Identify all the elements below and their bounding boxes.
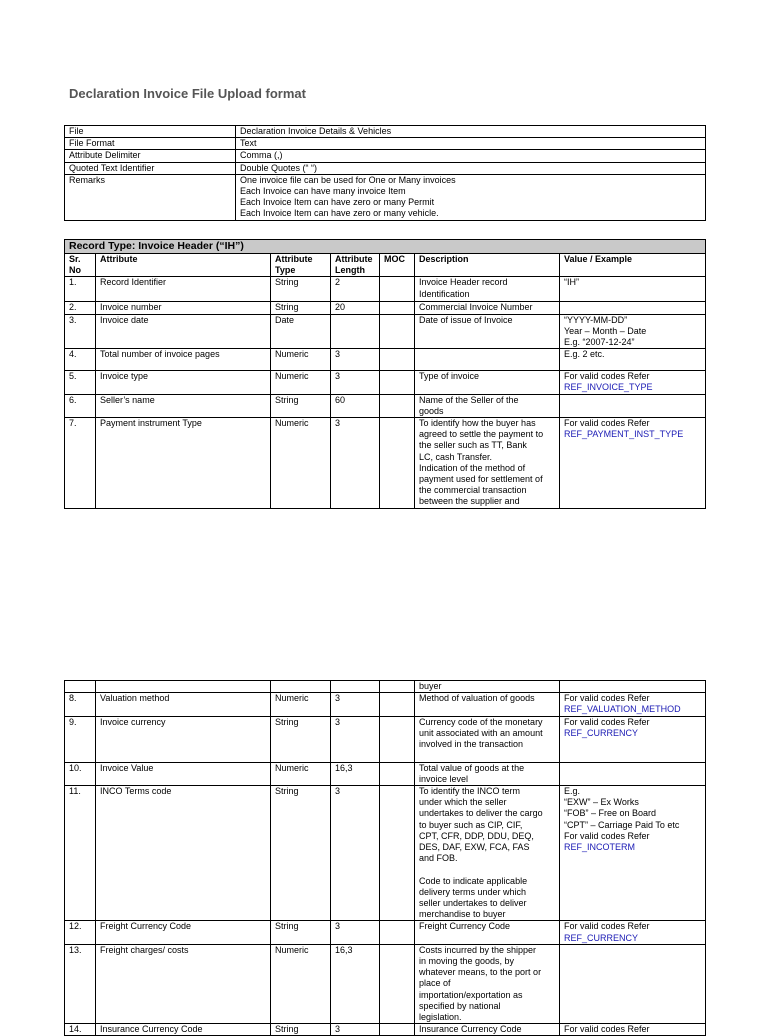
column-header-line: No — [69, 265, 81, 276]
column-header-line: Attribute — [100, 254, 138, 264]
description-cell — [415, 762, 560, 785]
invoice-header-table — [64, 239, 706, 509]
attribute-cell: Total number of invoice pages — [96, 349, 271, 371]
value-example-cell-line: For valid codes Refer — [564, 371, 650, 382]
meta-value — [236, 174, 706, 220]
meta-row — [65, 126, 706, 138]
description-cell-line: specified by national — [419, 1000, 501, 1011]
moc-cell — [380, 786, 415, 921]
attribute-length-cell: 3 — [331, 921, 380, 944]
sr-no-cell: 6. — [65, 394, 96, 417]
description-cell-line: LC, cash Transfer. — [419, 451, 493, 462]
meta-value — [236, 126, 706, 138]
description-cell-line: in moving the goods, by — [419, 956, 515, 967]
sr-no-cell: 10. — [65, 762, 96, 785]
attribute-type-cell: Numeric — [271, 418, 331, 509]
value-example-cell-line: For valid codes Refer — [564, 1024, 650, 1035]
description-cell-line: Total value of goods at the — [419, 762, 525, 773]
sr-no-cell: 5. — [65, 371, 96, 394]
ref-code-link: REF_PAYMENT_INST_TYPE — [564, 429, 684, 440]
meta-value-line: Double Quotes (“ “) — [240, 162, 318, 173]
description-cell — [415, 418, 560, 509]
moc-cell — [380, 1024, 415, 1036]
column-header-line: Type — [275, 265, 296, 276]
sr-no-cell: 13. — [65, 944, 96, 1023]
file-meta-table — [64, 125, 706, 221]
table-row — [65, 693, 706, 716]
column-header-line: Attribute — [335, 254, 373, 264]
moc-cell — [380, 349, 415, 371]
value-example-cell — [560, 681, 706, 693]
description-cell — [415, 314, 560, 349]
sr-no-cell: 3. — [65, 314, 96, 349]
description-cell-line: DES, DAF, EXW, FCA, FAS — [419, 842, 530, 853]
sr-no-cell — [65, 681, 96, 693]
meta-key: File Format — [65, 138, 236, 150]
attribute-length-cell: 3 — [331, 693, 380, 716]
description-cell-line: Method of valuation of goods — [419, 693, 535, 704]
value-example-cell — [560, 394, 706, 417]
value-example-cell-line: E.g. “2007-12-24” — [564, 337, 635, 348]
attribute-type-cell: String — [271, 716, 331, 762]
description-cell-line: Invoice Header record — [419, 277, 508, 288]
meta-row — [65, 150, 706, 162]
table-row — [65, 762, 706, 785]
table-row — [65, 314, 706, 349]
column-header-line: Length — [335, 265, 365, 276]
description-cell-line: under which the seller — [419, 797, 507, 808]
meta-value — [236, 150, 706, 162]
attribute-type-cell: String — [271, 921, 331, 944]
description-cell-line: Costs incurred by the shipper — [419, 944, 537, 955]
attribute-type-cell: String — [271, 394, 331, 417]
table-row — [65, 349, 706, 371]
moc-cell — [380, 394, 415, 417]
meta-value-line: Each Invoice can have many invoice Item — [240, 186, 406, 197]
column-header — [331, 254, 380, 277]
column-header — [380, 254, 415, 277]
column-header — [271, 254, 331, 277]
description-cell-line: between the supplier and — [419, 496, 520, 507]
description-cell-line: delivery terms under which — [419, 886, 527, 897]
attribute-cell: Invoice type — [96, 371, 271, 394]
description-cell-line: unit associated with an amount — [419, 727, 543, 738]
description-cell-line: buyer — [419, 681, 442, 691]
meta-value-line: Text — [240, 138, 257, 149]
description-cell-line: the seller such as TT, Bank — [419, 440, 527, 451]
attribute-length-cell: 16,3 — [331, 944, 380, 1023]
description-cell-line: the commercial transaction — [419, 485, 527, 496]
moc-cell — [380, 302, 415, 314]
description-cell — [415, 277, 560, 302]
moc-cell — [380, 921, 415, 944]
table-row — [65, 944, 706, 1023]
description-cell-line: Type of invoice — [419, 371, 480, 382]
attribute-cell: Seller’s name — [96, 394, 271, 417]
value-example-cell — [560, 693, 706, 716]
value-example-cell-line: For valid codes Refer — [564, 716, 650, 727]
attribute-type-cell: String — [271, 1024, 331, 1036]
description-cell-line: Code to indicate applicable — [419, 875, 528, 886]
meta-row — [65, 138, 706, 150]
value-example-cell — [560, 786, 706, 921]
column-header-row — [65, 254, 706, 277]
sr-no-cell: 4. — [65, 349, 96, 371]
attribute-length-cell: 3 — [331, 716, 380, 762]
description-cell-line: legislation. — [419, 1012, 462, 1023]
meta-row — [65, 162, 706, 174]
column-header-line: Value / Example — [564, 254, 633, 264]
description-cell — [415, 716, 560, 762]
description-cell-line: Identification — [419, 288, 470, 299]
sr-no-cell: 8. — [65, 693, 96, 716]
column-header-line: MOC — [384, 254, 405, 264]
attribute-cell: INCO Terms code — [96, 786, 271, 921]
description-cell-line: To identify how the buyer has — [419, 418, 536, 429]
description-cell-line: Date of issue of Invoice — [419, 314, 513, 325]
record-type-caption: Record Type: Invoice Header (“IH”) — [65, 240, 706, 254]
sr-no-cell: 7. — [65, 418, 96, 509]
meta-value — [236, 162, 706, 174]
sr-no-cell: 9. — [65, 716, 96, 762]
value-example-cell — [560, 314, 706, 349]
description-cell — [415, 681, 560, 693]
column-header — [415, 254, 560, 277]
meta-key: Quoted Text Identifier — [65, 162, 236, 174]
attribute-type-cell: Numeric — [271, 371, 331, 394]
meta-key: File — [65, 126, 236, 138]
description-cell-line: goods — [419, 405, 444, 416]
column-header — [65, 254, 96, 277]
attribute-cell: Invoice number — [96, 302, 271, 314]
attribute-length-cell: 3 — [331, 786, 380, 921]
attribute-cell: Invoice currency — [96, 716, 271, 762]
description-cell-line: Insurance Currency Code — [419, 1024, 522, 1035]
description-cell — [415, 349, 560, 371]
description-cell — [415, 302, 560, 314]
value-example-cell — [560, 302, 706, 314]
value-example-cell-line: “EXW” – Ex Works — [564, 797, 639, 808]
value-example-cell — [560, 277, 706, 302]
moc-cell — [380, 681, 415, 693]
value-example-cell-line: “FOB” – Free on Board — [564, 808, 657, 819]
column-header — [560, 254, 706, 277]
description-cell-line: agreed to settle the payment to — [419, 429, 544, 440]
table-row — [65, 1024, 706, 1036]
value-example-cell-line: For valid codes Refer — [564, 418, 650, 429]
meta-row — [65, 174, 706, 220]
value-example-cell-line: E.g. 2 etc. — [564, 349, 605, 360]
description-cell-line: Currency code of the monetary — [419, 716, 543, 727]
meta-value-line: Comma (,) — [240, 150, 283, 161]
attribute-length-cell: 3 — [331, 418, 380, 509]
moc-cell — [380, 277, 415, 302]
value-example-cell — [560, 418, 706, 509]
sr-no-cell: 1. — [65, 277, 96, 302]
table-row — [65, 277, 706, 302]
description-cell — [415, 921, 560, 944]
attribute-type-cell: Numeric — [271, 762, 331, 785]
column-header-line: Description — [419, 254, 469, 264]
attribute-length-cell — [331, 681, 380, 693]
moc-cell — [380, 418, 415, 509]
description-cell-line: to buyer such as CIP, CIF, — [419, 819, 523, 830]
ref-code-link: REF_INCOTERM — [564, 842, 636, 853]
table-row — [65, 786, 706, 921]
ref-code-link: REF_INVOICE_TYPE — [564, 382, 653, 393]
description-cell-line: involved in the transaction — [419, 739, 524, 750]
attribute-length-cell: 20 — [331, 302, 380, 314]
attribute-length-cell: 3 — [331, 371, 380, 394]
value-example-cell — [560, 349, 706, 371]
attribute-length-cell: 2 — [331, 277, 380, 302]
column-header-line: Sr. — [69, 254, 81, 264]
value-example-cell-line: E.g. — [564, 786, 581, 797]
attribute-type-cell: Numeric — [271, 349, 331, 371]
description-cell-line: undertakes to deliver the cargo — [419, 808, 543, 819]
page-title: Declaration Invoice File Upload format — [69, 86, 306, 101]
description-cell-line: Indication of the method of — [419, 462, 526, 473]
meta-value-line: One invoice file can be used for One or Many invoices — [240, 174, 456, 185]
description-cell — [415, 1024, 560, 1036]
meta-value — [236, 138, 706, 150]
attribute-type-cell: String — [271, 786, 331, 921]
attribute-type-cell: String — [271, 302, 331, 314]
table-row — [65, 302, 706, 314]
table-row — [65, 371, 706, 394]
meta-value-line: Each Invoice Item can have zero or many Permit — [240, 197, 435, 208]
description-cell — [415, 944, 560, 1023]
sr-no-cell: 14. — [65, 1024, 96, 1036]
description-cell-line: and FOB. — [419, 853, 458, 864]
attribute-type-cell: Numeric — [271, 693, 331, 716]
sr-no-cell: 11. — [65, 786, 96, 921]
moc-cell — [380, 371, 415, 394]
value-example-cell-line: For valid codes Refer — [564, 693, 650, 704]
value-example-cell — [560, 371, 706, 394]
attribute-cell: Record Identifier — [96, 277, 271, 302]
moc-cell — [380, 693, 415, 716]
value-example-cell-line: Year – Month – Date — [564, 325, 647, 336]
value-example-cell — [560, 716, 706, 762]
attribute-length-cell: 60 — [331, 394, 380, 417]
value-example-cell — [560, 1024, 706, 1036]
value-example-cell — [560, 944, 706, 1023]
description-cell — [415, 786, 560, 921]
meta-key: Remarks — [65, 174, 236, 220]
meta-key: Attribute Delimiter — [65, 150, 236, 162]
attribute-cell: Insurance Currency Code — [96, 1024, 271, 1036]
description-cell — [415, 693, 560, 716]
table-row — [65, 921, 706, 944]
description-cell-line — [419, 864, 559, 875]
value-example-cell — [560, 921, 706, 944]
value-example-cell-line: “IH” — [564, 277, 579, 288]
value-example-cell — [560, 762, 706, 785]
description-cell-line: seller undertakes to deliver — [419, 898, 527, 909]
sr-no-cell: 12. — [65, 921, 96, 944]
moc-cell — [380, 944, 415, 1023]
attribute-cell: Freight Currency Code — [96, 921, 271, 944]
attribute-type-cell: Date — [271, 314, 331, 349]
meta-value-line: Declaration Invoice Details & Vehicles — [240, 126, 392, 136]
meta-value-line: Each Invoice Item can have zero or many vehicle. — [240, 208, 439, 219]
description-cell-line: payment used for settlement of — [419, 474, 543, 485]
column-header-line: Attribute — [275, 254, 313, 264]
description-cell-line: importation/exportation as — [419, 989, 523, 1000]
table-row — [65, 418, 706, 509]
moc-cell — [380, 716, 415, 762]
table-row — [65, 716, 706, 762]
value-example-cell-line: “CPT” – Carriage Paid To etc — [564, 819, 680, 830]
description-cell-line: invoice level — [419, 773, 469, 784]
attribute-length-cell — [331, 314, 380, 349]
value-example-cell-line: “YYYY-MM-DD” — [564, 314, 628, 325]
attribute-type-cell: Numeric — [271, 944, 331, 1023]
table-row — [65, 394, 706, 417]
attribute-type-cell: String — [271, 277, 331, 302]
attribute-cell: Invoice Value — [96, 762, 271, 785]
invoice-header-table-continued — [64, 680, 706, 1036]
description-cell-line: whatever means, to the port or — [419, 967, 542, 978]
column-header — [96, 254, 271, 277]
attribute-length-cell: 16,3 — [331, 762, 380, 785]
table-row — [65, 681, 706, 693]
description-cell-line: Freight Currency Code — [419, 921, 511, 932]
ref-code-link: REF_CURRENCY — [564, 932, 639, 943]
description-cell — [415, 371, 560, 394]
attribute-cell: Invoice date — [96, 314, 271, 349]
attribute-type-cell — [271, 681, 331, 693]
value-example-cell-line: For valid codes Refer — [564, 830, 650, 841]
attribute-cell: Valuation method — [96, 693, 271, 716]
attribute-length-cell: 3 — [331, 1024, 380, 1036]
description-cell-line: Commercial Invoice Number — [419, 302, 533, 313]
description-cell-line: place of — [419, 978, 451, 989]
attribute-cell: Payment instrument Type — [96, 418, 271, 509]
value-example-cell-line: For valid codes Refer — [564, 921, 650, 932]
description-cell-line: To identify the INCO term — [419, 786, 521, 797]
description-cell-line: Name of the Seller of the — [419, 394, 519, 405]
description-cell-line: merchandise to buyer — [419, 909, 506, 920]
sr-no-cell: 2. — [65, 302, 96, 314]
attribute-cell: Freight charges/ costs — [96, 944, 271, 1023]
moc-cell — [380, 314, 415, 349]
ref-code-link: REF_VALUATION_METHOD — [564, 704, 681, 715]
description-cell-line: CPT, CFR, DDP, DDU, DEQ, — [419, 830, 534, 841]
description-cell — [415, 394, 560, 417]
attribute-cell — [96, 681, 271, 693]
moc-cell — [380, 762, 415, 785]
ref-code-link: REF_CURRENCY — [564, 727, 639, 738]
attribute-length-cell: 3 — [331, 349, 380, 371]
